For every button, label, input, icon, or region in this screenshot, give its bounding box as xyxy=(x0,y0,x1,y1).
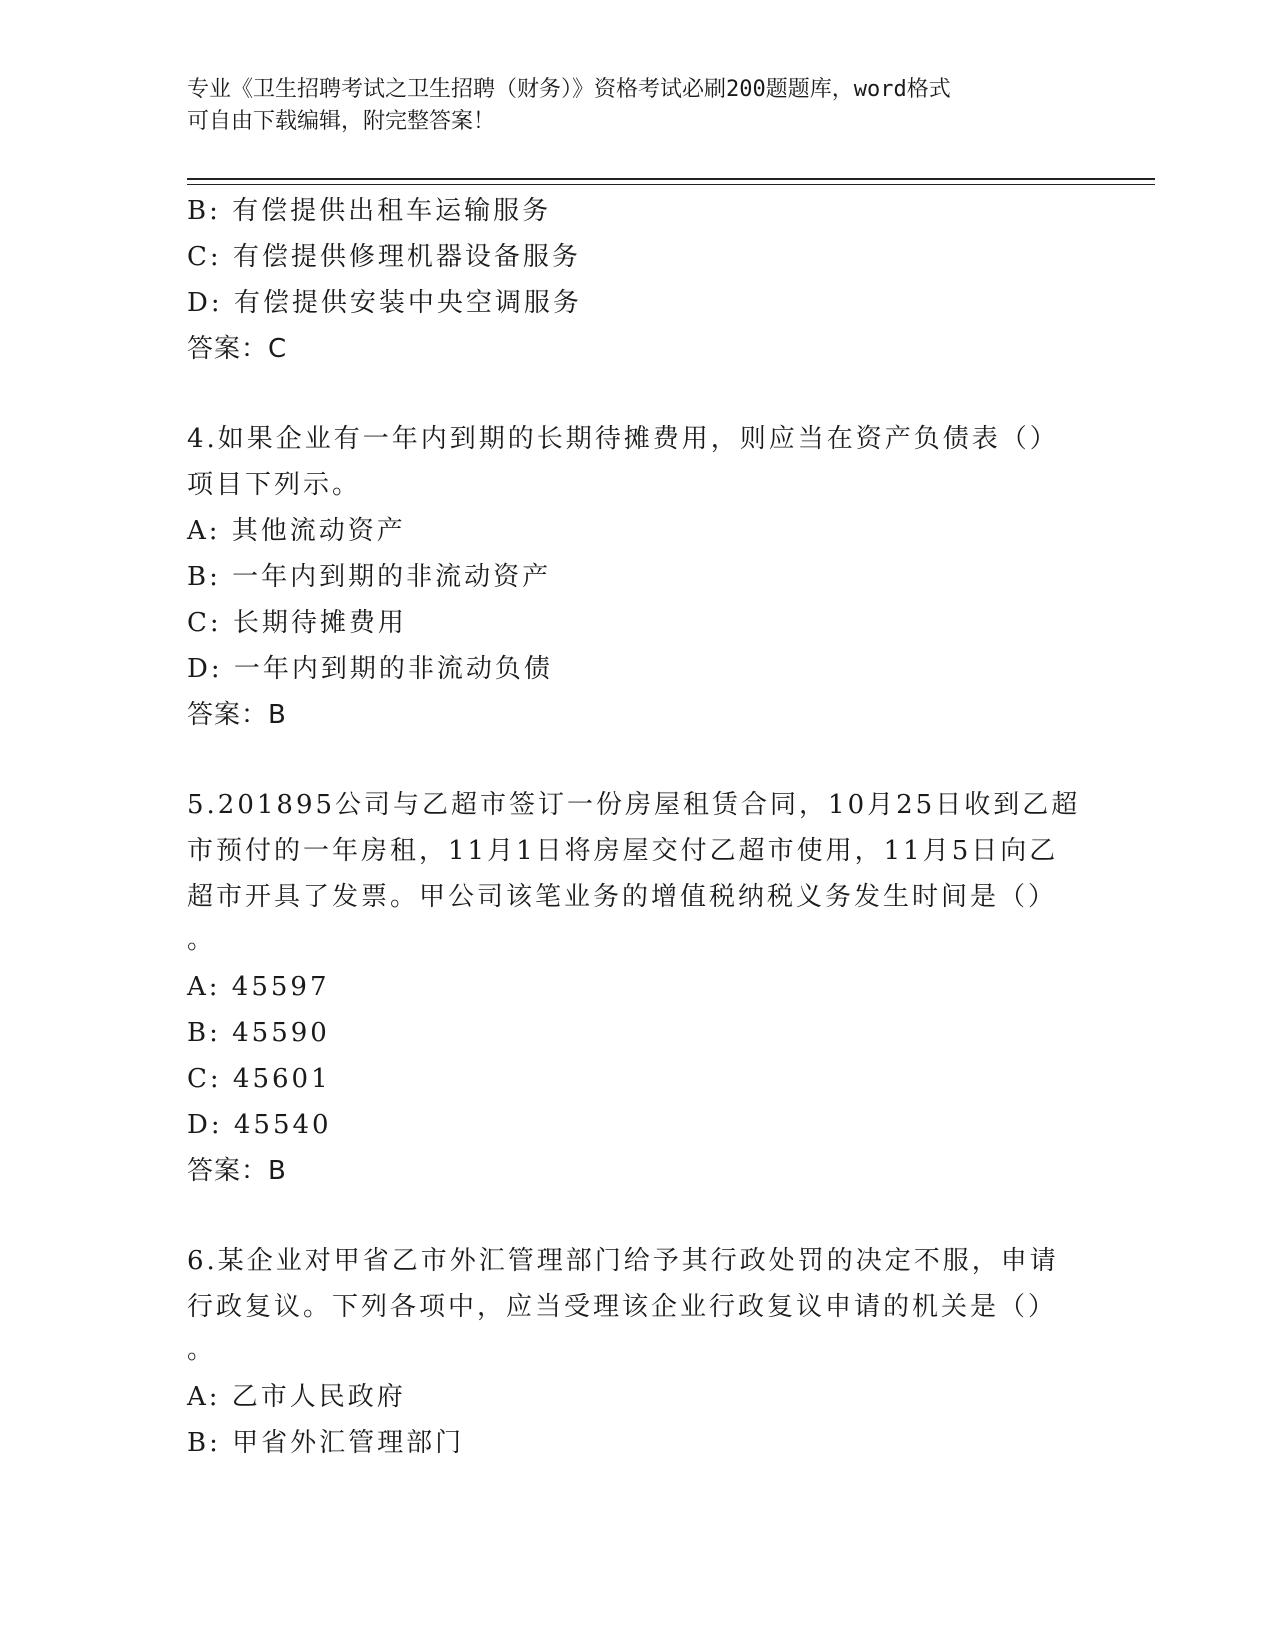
spacer xyxy=(187,1194,1087,1238)
question-stem-line: 市预付的一年房租，11月1日将房屋交付乙超市使用，11月5日向乙 xyxy=(187,836,1059,866)
option-b: B: 有偿提供出租车运输服务 xyxy=(187,196,552,226)
question-content xyxy=(187,188,1087,1466)
option-c: C: 长期待摊费用 xyxy=(187,608,407,638)
option-d: D: 45540 xyxy=(187,1110,332,1140)
header-line-1: 专业《卫生招聘考试之卫生招聘（财务）》资格考试必刷200题题库，word格式 xyxy=(187,77,951,102)
question-stem-line: 4.如果企业有一年内到期的长期待摊费用，则应当在资产负债表（） xyxy=(187,424,1059,454)
question-stem-line: 5.201895公司与乙超市签订一份房屋租赁合同，10月25日收到乙超 xyxy=(187,790,1081,820)
option-c: C: 45601 xyxy=(187,1064,331,1094)
question-4 xyxy=(187,416,1087,738)
question-stem-line: 行政复议。下列各项中，应当受理该企业行政复议申请的机关是（） xyxy=(187,1292,1058,1322)
question-stem-line: 。 xyxy=(187,1335,217,1365)
answer: 答案：B xyxy=(187,700,287,730)
question-stem-line: 超市开具了发票。甲公司该笔业务的增值税纳税义务发生时间是（） xyxy=(187,882,1058,912)
question-stem-line: 6.某企业对甲省乙市外汇管理部门给予其行政处罚的决定不服，申请 xyxy=(187,1246,1059,1276)
option-b: B: 45590 xyxy=(187,1018,330,1048)
header-line-2: 可自由下载编辑，附完整答案！ xyxy=(187,109,496,134)
option-a: A: 乙市人民政府 xyxy=(187,1382,406,1412)
option-c: C: 有偿提供修理机器设备服务 xyxy=(187,242,581,272)
question-5 xyxy=(187,782,1087,1194)
option-b: B: 甲省外汇管理部门 xyxy=(187,1428,465,1458)
answer: 答案：B xyxy=(187,1156,287,1186)
document-header xyxy=(187,74,1087,138)
option-a: A: 45597 xyxy=(187,972,330,1002)
option-a: A: 其他流动资产 xyxy=(187,516,406,546)
question-3 xyxy=(187,188,1087,372)
question-6 xyxy=(187,1238,1087,1466)
option-d: D: 一年内到期的非流动负债 xyxy=(187,654,553,684)
answer: 答案：C xyxy=(187,334,288,364)
option-b: B: 一年内到期的非流动资产 xyxy=(187,562,552,592)
question-stem-line: 。 xyxy=(187,925,217,955)
spacer xyxy=(187,372,1087,416)
question-stem-line: 项目下列示。 xyxy=(187,470,362,500)
header-rule-thick xyxy=(187,178,1155,180)
option-d: D: 有偿提供安装中央空调服务 xyxy=(187,288,582,318)
spacer xyxy=(187,738,1087,782)
header-rule-thin xyxy=(187,184,1155,185)
